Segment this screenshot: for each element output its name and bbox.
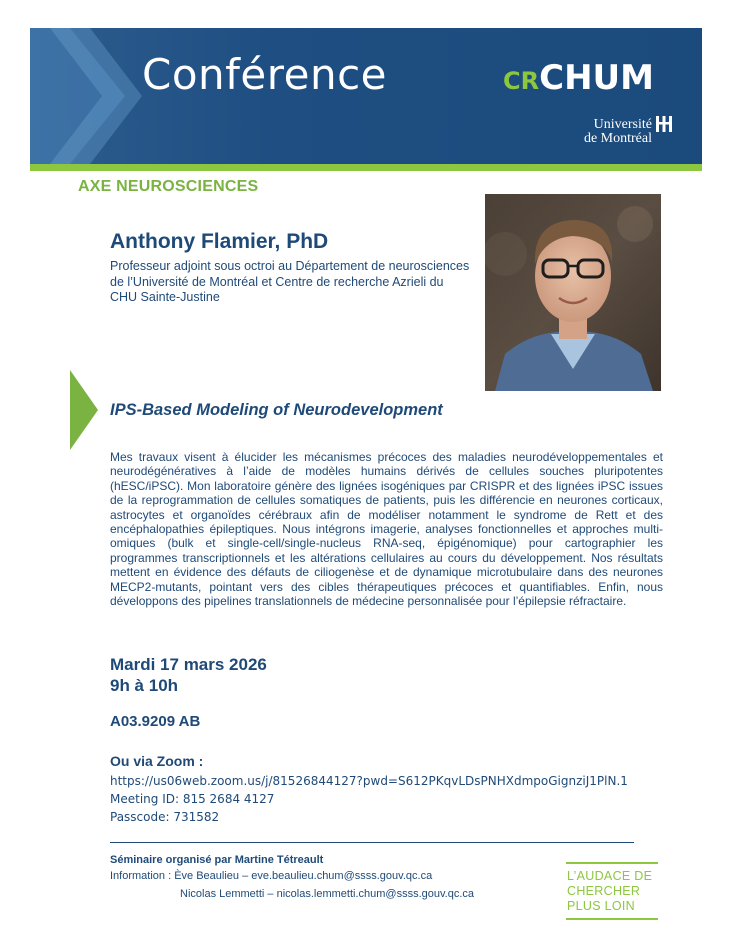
udem-logo-text	[584, 118, 652, 146]
speaker-title: Professeur adjoint sous octroi au Département de neurosciences de l’Université de Montréal et Centre de recherche Azrieli du CHU Sainte-Justine	[110, 259, 470, 304]
speaker-name: Anthony Flamier, PhD	[110, 230, 329, 253]
axis-label: AXE NEUROSCIENCES	[78, 178, 259, 195]
event-date: Mardi 17 mars 2026	[110, 655, 267, 674]
contact-info-1: Information : Ève Beaulieu – eve.beaulieu.chum@ssss.gouv.qc.ca	[110, 870, 433, 882]
talk-abstract: Mes travaux visent à élucider les mécanismes précoces des maladies neurodéveloppementales et neurodégénératives à l’aide de modèles humains dérivés de cellules souches pluripotentes (hESC/iPSC). Mon laboratoire génère des lignées isogéniques par CRISPR et des lignées iPSC issues de la reprogrammation de cellules somatiques de patients, puis les différencie en neurones corticaux, astrocytes et organoïdes cérébraux afin de modéliser notamment le syndrome de Rett et des encéphalopathies épileptiques. Nous intégrons imagerie, analyses fonctionnelles et approches multi-omiques (bulk et single-cell/single-nucleus RNA-seq, épigénomique) pour cartographier les programmes transcriptionnels et les altérations cellulaires au cours du développement. Nos résultats mettent en évidence des défauts de ciliogenèse et de dynamique microtubulaire dans des neurones MECP2-mutants, pointant vers des cibles thérapeutiques précoces et quantifiables. Enfin, nous développons des pipelines translationnels de médecine personnalisée pour l’épilepsie réfractaire.	[110, 450, 663, 609]
speaker-photo	[485, 194, 661, 391]
section-arrow-icon	[70, 370, 100, 450]
slogan-line-1: L’AUDACE DE	[567, 869, 653, 883]
slogan-block	[566, 862, 658, 920]
slogan-line-3: PLUS LOIN	[567, 899, 636, 913]
event-time: 9h à 10h	[110, 676, 179, 695]
zoom-link[interactable]: https://us06web.zoom.us/j/81526844127?pwd=S612PKqvLDsPNHXdmpoGignziJ1PlN.1	[110, 774, 628, 788]
udem-emblem-icon	[654, 114, 674, 134]
contact-info-2: Nicolas Lemmetti – nicolas.lemmetti.chum@ssss.gouv.qc.ca	[180, 888, 475, 900]
event-room: A03.9209 AB	[110, 713, 201, 730]
header-banner	[30, 28, 702, 164]
header-accent-bar	[30, 164, 702, 171]
slogan-line-2: CHERCHER	[567, 884, 641, 898]
udem-line-2: de Montréal	[583, 131, 652, 146]
slogan-bottom-rule	[566, 918, 658, 920]
crchum-logo-cr: CR	[503, 67, 540, 95]
crchum-logo-chum: CHUM	[539, 58, 654, 98]
chevron-decoration-icon	[30, 28, 160, 164]
footer-divider	[110, 842, 634, 843]
talk-title: IPS-Based Modeling of Neurodevelopment	[110, 401, 443, 419]
zoom-passcode: Passcode: 731582	[110, 810, 220, 824]
banner-title: Conférence	[142, 50, 388, 99]
udem-line-1: Université	[593, 117, 652, 132]
zoom-meeting-id: Meeting ID: 815 2684 4127	[110, 792, 275, 806]
organizer-credit: Séminaire organisé par Martine Tétreault	[110, 854, 324, 866]
zoom-heading: Ou via Zoom :	[110, 753, 204, 769]
crchum-logo	[503, 58, 654, 98]
